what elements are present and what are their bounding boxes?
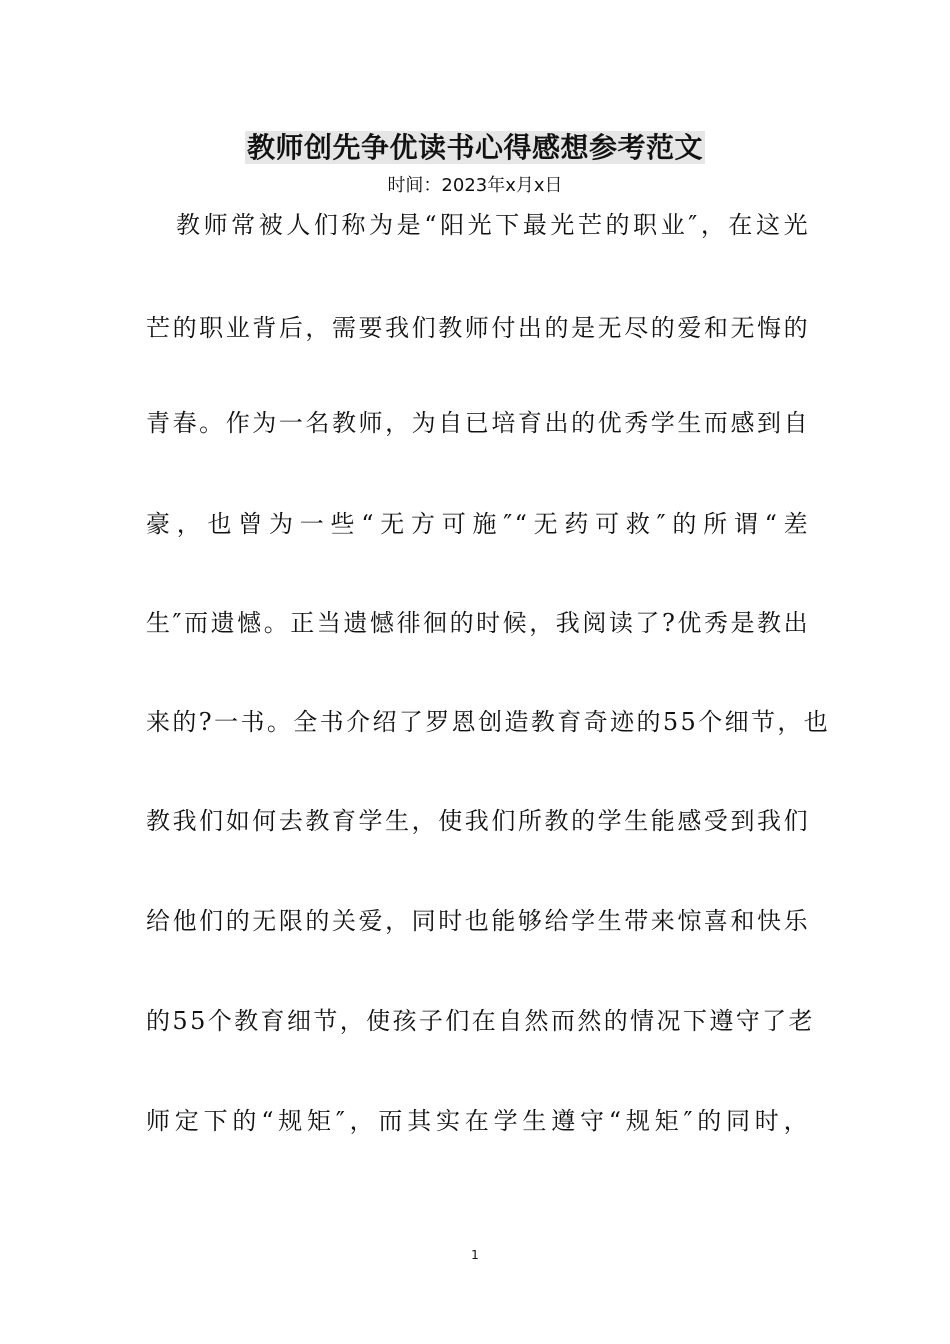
body-line: 青春。作为一名教师，为自已培育出的优秀学生而感到自: [146, 409, 810, 437]
body-line: 师定下的“规矩″，而其实在学生遵守“规矩″的同时，: [146, 1107, 810, 1135]
body-line: 生″而遗憾。正当遗憾徘徊的时候，我阅读了?优秀是教出: [146, 609, 810, 637]
body-line: 教我们如何去教育学生，使我们所教的学生能感受到我们: [146, 807, 810, 835]
document-date: 时间：2023年x月x日: [387, 175, 563, 196]
body-line: 教师常被人们称为是“阳光下最光芒的职业″，在这光: [176, 211, 810, 239]
page-number: 1: [471, 1248, 479, 1262]
body-line: 豪，也曾为一些“无方可施″“无药可救″的所谓“差: [146, 510, 810, 538]
body-line: 给他们的无限的关爱，同时也能够给学生带来惊喜和快乐: [146, 907, 810, 935]
body-line: 的55个教育细节，使孩子们在自然而然的情况下遵守了老: [146, 1007, 815, 1035]
body-line: 芒的职业背后，需要我们教师付出的是无尽的爱和无悔的: [146, 314, 810, 342]
document-title: 教师创先争优读书心得感想参考范文: [246, 131, 703, 164]
body-line: 来的?一书。全书介绍了罗恩创造教育奇迹的55个细节，也: [146, 708, 831, 736]
